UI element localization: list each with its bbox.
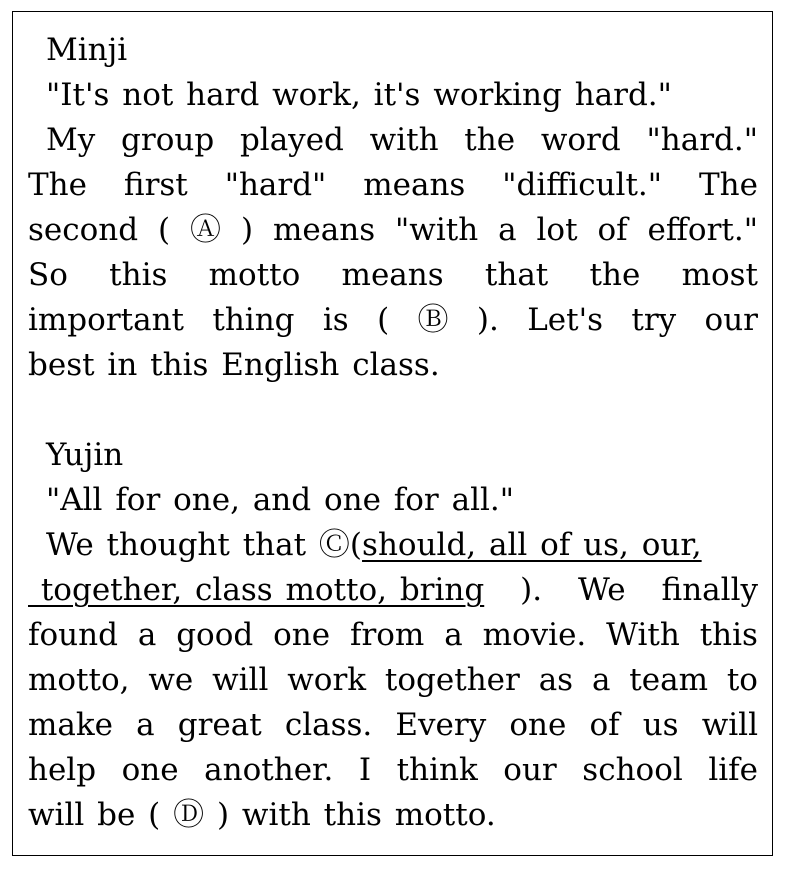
passage-text: [28, 28, 758, 838]
word: The: [698, 167, 758, 203]
word: My: [46, 122, 96, 158]
word: class.: [284, 707, 373, 743]
word: together: [384, 662, 520, 698]
word: a: [498, 212, 517, 248]
word: our: [503, 752, 557, 788]
word: that: [484, 257, 549, 293]
word: With: [606, 617, 680, 653]
word: second: [28, 212, 139, 248]
word: "hard": [224, 167, 327, 203]
word: Every: [395, 707, 487, 743]
word: ): [240, 212, 254, 248]
motto-minji: "It's not hard work, it's working hard.": [46, 77, 672, 113]
paragraph-line: best in this English class.: [28, 347, 440, 383]
scrambled-words-underlined: should, all of us, our,: [362, 527, 702, 563]
word: found: [28, 617, 118, 653]
word: work: [287, 662, 367, 698]
word: lot: [536, 212, 578, 248]
paragraph-line: [28, 163, 758, 208]
word: effort.": [647, 212, 758, 248]
word: make: [28, 707, 114, 743]
word: will: [212, 662, 269, 698]
word: team: [629, 662, 708, 698]
word: means: [341, 257, 444, 293]
section-gap: [28, 388, 758, 433]
word: (: [377, 302, 390, 338]
word: most: [681, 257, 758, 293]
word: played: [239, 122, 344, 158]
paragraph-line: [28, 613, 758, 658]
paragraph-line: [28, 658, 758, 703]
word: Ⓑ: [417, 302, 449, 338]
word: "hard.": [646, 122, 758, 158]
word: important: [28, 302, 184, 338]
word: "with: [395, 212, 479, 248]
word: group: [121, 122, 215, 158]
speaker-name-yujin: Yujin: [46, 437, 124, 473]
word: a: [444, 617, 463, 653]
word: from: [349, 617, 425, 653]
motto-yujin: "All for one, and one for all.": [46, 482, 515, 518]
word: one: [509, 707, 567, 743]
word: will: [701, 707, 758, 743]
word: we: [148, 662, 194, 698]
word: motto: [208, 257, 301, 293]
word: Let's: [527, 302, 604, 338]
word: "difficult.": [502, 167, 663, 203]
word: The: [28, 167, 87, 203]
word: of: [597, 212, 628, 248]
word: first: [123, 167, 188, 203]
paragraph-line: [28, 208, 758, 253]
word: this: [109, 257, 168, 293]
word: movie.: [482, 617, 587, 653]
word: great: [177, 707, 262, 743]
word: try: [631, 302, 677, 338]
line-suffix-1: We: [577, 572, 626, 608]
speaker-name-minji: Minji: [46, 32, 128, 68]
line-prefix: We thought that Ⓒ(: [46, 527, 363, 563]
line-suffix-0: ).: [520, 572, 543, 608]
word: one: [273, 617, 331, 653]
word: means: [273, 212, 376, 248]
line-suffix-2: finally: [661, 572, 758, 608]
paragraph-line: [28, 523, 758, 568]
paragraph-line: [28, 253, 758, 298]
word: as: [538, 662, 574, 698]
word: help: [28, 752, 97, 788]
paragraph-line: will be ( Ⓓ ) with this motto.: [28, 797, 496, 833]
word: (: [158, 212, 171, 248]
word: thing: [212, 302, 295, 338]
paragraph-line: [28, 298, 758, 343]
word: is: [322, 302, 349, 338]
word: good: [176, 617, 254, 653]
word: a: [137, 617, 157, 653]
word: think: [396, 752, 478, 788]
word: means: [363, 167, 466, 203]
paragraph-line: [28, 568, 758, 613]
word: I: [358, 752, 372, 788]
word: another.: [204, 752, 334, 788]
word: ).: [476, 302, 499, 338]
word: Ⓐ: [190, 212, 222, 248]
word: motto,: [28, 662, 130, 698]
word: the: [464, 122, 516, 158]
word: with: [369, 122, 439, 158]
word: our: [704, 302, 758, 338]
paragraph-line: [28, 703, 758, 748]
word: a: [136, 707, 155, 743]
word: So: [28, 257, 68, 293]
scrambled-words-underlined-2: together, class motto, bring: [28, 572, 485, 608]
word: this: [699, 617, 758, 653]
paragraph-line: [28, 118, 758, 163]
paragraph-line: [28, 748, 758, 793]
word: to: [726, 662, 758, 698]
word: a: [591, 662, 611, 698]
word: school: [582, 752, 683, 788]
word: life: [708, 752, 758, 788]
word: of: [589, 707, 620, 743]
word: the: [589, 257, 641, 293]
word: one: [121, 752, 179, 788]
word: us: [642, 707, 679, 743]
word: word: [540, 122, 621, 158]
